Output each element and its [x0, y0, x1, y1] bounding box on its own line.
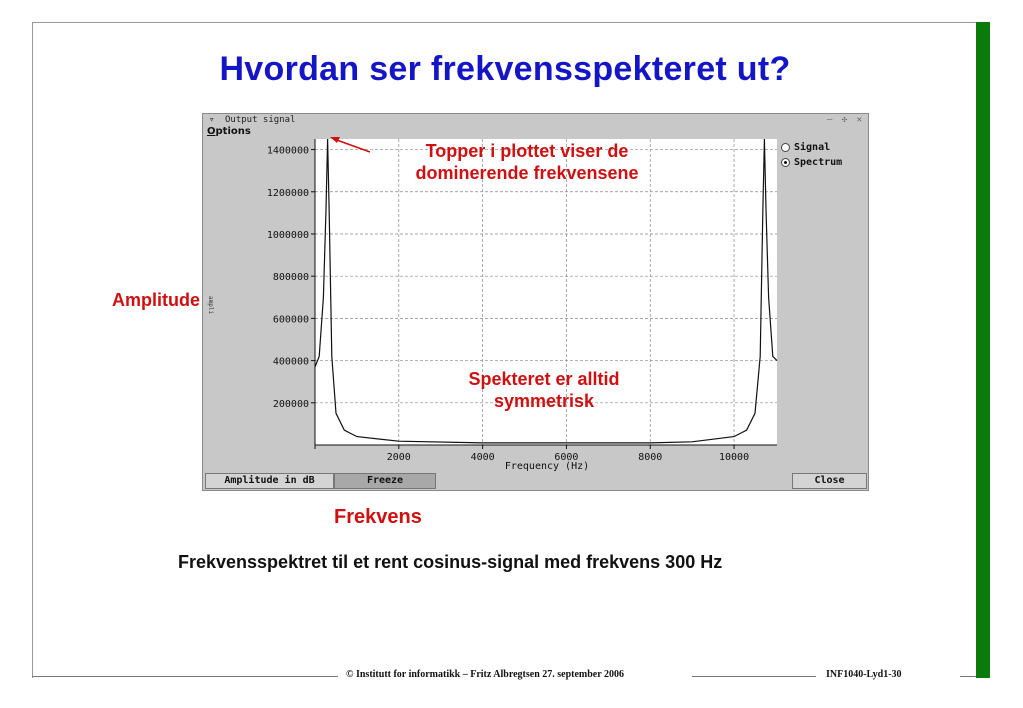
annotation-peaks: Topper i plottet viser de dominerende frekvensene	[415, 141, 639, 183]
window-menu-icon[interactable]: ▿	[209, 115, 215, 125]
menu-options[interactable]: Options	[207, 126, 251, 137]
slide-caption: Frekvensspektret til et rent cosinus-signal med frekvens 300 Hz	[178, 552, 723, 572]
window-controls[interactable]: — ✣ ✕	[826, 115, 864, 125]
y-axis-label-fragment: ampli	[207, 296, 214, 315]
radio-spectrum-label: Spectrum	[794, 157, 843, 168]
window-title: Output signal	[225, 115, 296, 125]
radio-signal-button[interactable]	[781, 143, 790, 152]
freeze-button[interactable]: Freeze	[334, 473, 436, 489]
y-tick-label: 400000	[272, 356, 309, 368]
close-button[interactable]: Close	[792, 473, 867, 489]
y-tick-label: 1400000	[266, 145, 309, 157]
footer-rule-left	[32, 676, 338, 677]
annotation-amplitude: Amplitude	[112, 290, 200, 310]
x-tick-label: 8000	[638, 452, 663, 463]
annotation-symmetric: Spekteret er alltid symmetrisk	[468, 369, 620, 411]
view-mode-group	[781, 140, 842, 170]
window-button-bar	[203, 473, 868, 490]
x-tick-label: 2000	[386, 452, 411, 463]
y-tick-label: 1000000	[266, 229, 309, 241]
y-tick-label: 1200000	[266, 187, 309, 199]
radio-signal-label: Signal	[794, 142, 831, 153]
slide-title: Hvordan ser frekvensspekteret ut?	[219, 50, 791, 88]
annotation-frequency: Frekvens	[334, 506, 422, 528]
x-tick-label: 4000	[470, 452, 495, 463]
y-tick-label: 800000	[272, 272, 309, 284]
y-tick-label: 200000	[272, 398, 309, 410]
x-axis-label: Frequency (Hz)	[504, 461, 590, 472]
x-tick-label: 6000	[554, 452, 579, 463]
footer-rule-right	[960, 676, 976, 677]
amplitude-db-button[interactable]: Amplitude in dB	[205, 473, 334, 489]
window-titlebar[interactable]	[203, 114, 868, 126]
footer-credit: © Institutt for informatikk – Fritz Albregtsen 27. september 2006	[346, 669, 625, 680]
radio-spectrum-button[interactable]	[781, 158, 790, 167]
slide-frame-left	[32, 22, 33, 678]
radio-spectrum[interactable]	[781, 155, 842, 170]
slide-frame-top	[32, 22, 976, 23]
x-tick-label: 10000	[718, 452, 750, 463]
accent-bar	[976, 22, 990, 678]
footer-page-id: INF1040-Lyd1-30	[826, 669, 902, 680]
footer-rule-mid	[692, 676, 816, 677]
radio-signal[interactable]	[781, 140, 842, 155]
y-tick-label: 600000	[272, 314, 309, 326]
